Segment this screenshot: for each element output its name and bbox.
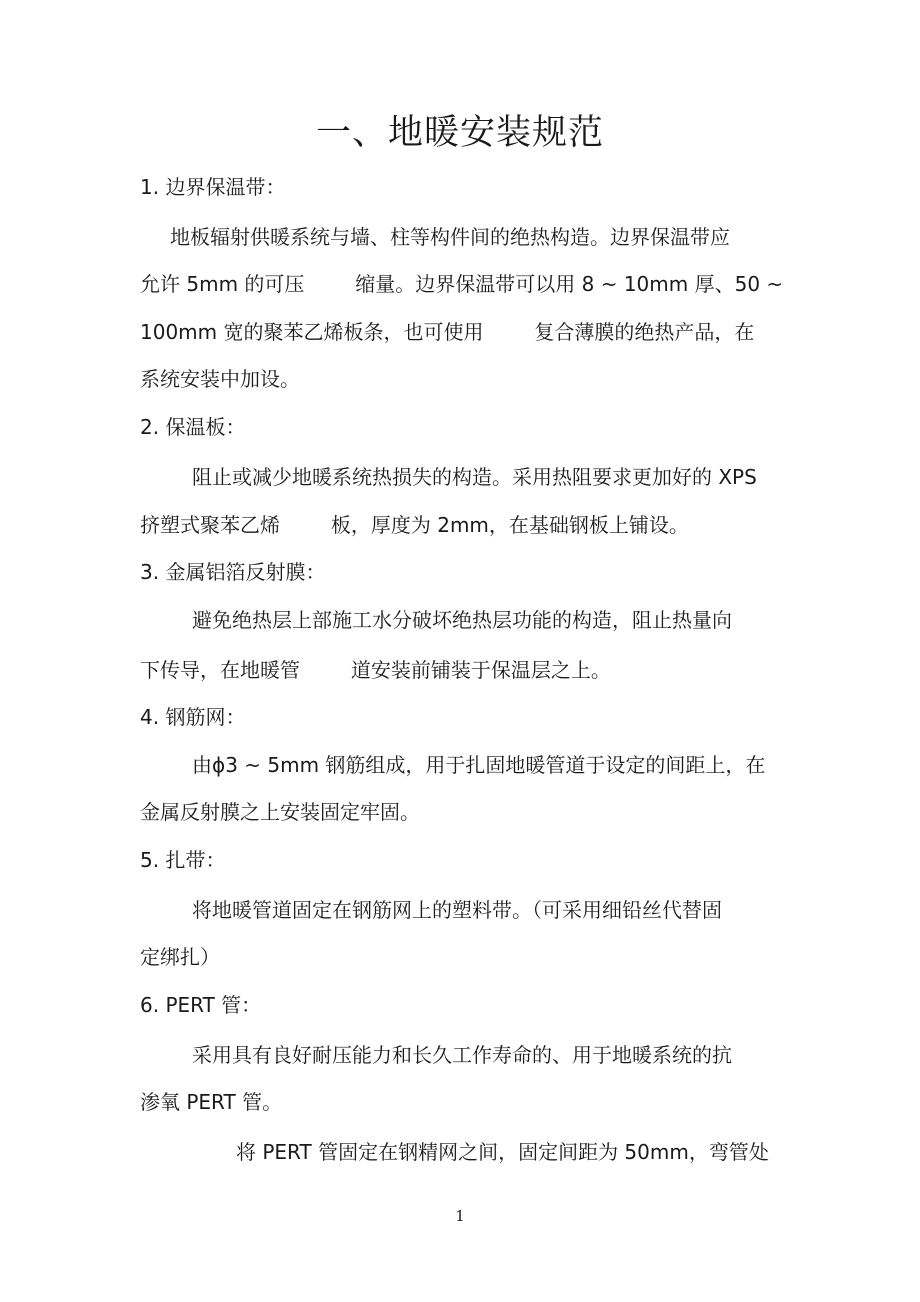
section-heading-3: 3. 金属铝箔反射膜： xyxy=(140,560,326,584)
paragraph-line: 将地暖管道固定在钢筋网上的塑料带。（可采用细铅丝代替固 xyxy=(192,898,722,922)
section-heading-5: 5. 扎带： xyxy=(140,848,226,872)
paragraph-line: 由ϕ3 ~ 5mm 钢筋组成，用于扎固地暖管道于设定的间距上，在 xyxy=(192,753,766,777)
paragraph-line: 地板辐射供暖系统与墙、柱等构件间的绝热构造。边界保温带应 xyxy=(170,225,730,249)
paragraph-line: 挤塑式聚苯乙烯 板，厚度为 2mm，在基础钢板上铺设。 xyxy=(140,513,689,537)
paragraph-line: 渗氧 PERT 管。 xyxy=(140,1090,283,1114)
page-number: 1 xyxy=(455,1207,465,1225)
paragraph-line: 下传导，在地暖管 道安装前铺装于保温层之上。 xyxy=(140,658,611,682)
section-heading-6: 6. PERT 管： xyxy=(140,993,262,1017)
document-title: 一、地暖安装规范 xyxy=(315,113,604,153)
section-heading-4: 4. 钢筋网： xyxy=(140,705,246,729)
paragraph-line: 阻止或减少地暖系统热损失的构造。采用热阻要求更加好的 XPS xyxy=(192,465,757,489)
paragraph-line: 采用具有良好耐压能力和长久工作寿命的、用于地暖系统的抗 xyxy=(192,1043,732,1067)
paragraph-line: 避免绝热层上部施工水分破坏绝热层功能的构造，阻止热量向 xyxy=(192,608,732,632)
section-heading-1: 1. 边界保温带： xyxy=(140,175,286,199)
paragraph-line: 允许 5mm 的可压 缩量。边界保温带可以用 8 ~ 10mm 厚、50 ~ xyxy=(140,272,784,296)
paragraph-line: 系统安装中加设。 xyxy=(140,367,300,391)
paragraph-line: 100mm 宽的聚苯乙烯板条，也可使用 复合薄膜的绝热产品，在 xyxy=(140,320,755,344)
section-heading-2: 2. 保温板： xyxy=(140,415,246,439)
paragraph-line: 定绑扎） xyxy=(140,945,220,969)
paragraph-line: 金属反射膜之上安装固定牢固。 xyxy=(140,800,420,824)
paragraph-line: 将 PERT 管固定在钢精网之间，固定间距为 50mm，弯管处 xyxy=(236,1140,769,1164)
